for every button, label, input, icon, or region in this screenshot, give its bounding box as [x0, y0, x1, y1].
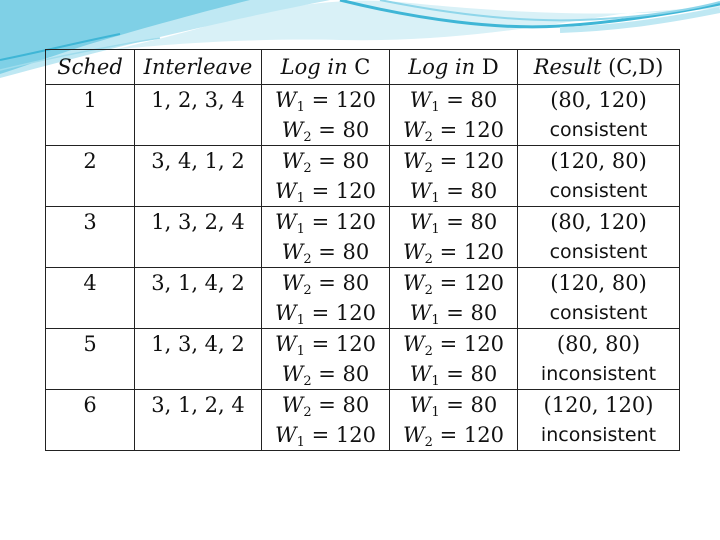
interleave-cell [135, 146, 262, 207]
write-var: W [275, 332, 297, 356]
write-index: 1 [296, 313, 305, 328]
header-result: Result (C,D) [518, 50, 680, 85]
log-entry: $W_1 = 80$ [409, 88, 498, 115]
sched-number: 3 [83, 210, 97, 234]
schedule-table [45, 49, 680, 451]
interleave-order: 3, 4, 1, 2 [151, 149, 245, 173]
log-entry: $W_1 = 120$ [275, 210, 376, 237]
write-value: 120 [463, 332, 504, 356]
result-status: inconsistent [540, 363, 657, 385]
write-index: 1 [296, 344, 305, 359]
write-value: 120 [335, 210, 376, 234]
write-value: 80 [342, 362, 370, 386]
write-index: 2 [424, 283, 433, 298]
write-var: W [281, 271, 304, 295]
log-c-cell [262, 268, 390, 329]
log-c-cell [262, 207, 390, 268]
log-entry: $W_1 = 120$ [275, 301, 376, 328]
write-value: 80 [342, 393, 370, 417]
log-entry: $W_1 = 120$ [275, 88, 376, 115]
log-d-cell [390, 268, 518, 329]
write-value: 80 [342, 271, 370, 295]
write-var: W [409, 179, 432, 203]
write-value: 80 [470, 88, 498, 112]
result-status: consistent [549, 119, 648, 141]
write-index: 1 [431, 313, 440, 328]
write-value: 120 [463, 149, 504, 173]
write-var: W [281, 362, 304, 386]
log-entry: $W_1 = 80$ [409, 179, 498, 206]
write-var: W [281, 240, 304, 264]
write-index: 1 [431, 222, 440, 237]
result-cell [518, 268, 680, 329]
write-var: W [409, 88, 432, 112]
interleave-cell [135, 85, 262, 146]
write-value: 120 [335, 301, 376, 325]
interleave-order: 3, 1, 4, 2 [151, 271, 245, 295]
write-var: W [275, 301, 297, 325]
write-var: W [409, 393, 432, 417]
result-cell [518, 146, 680, 207]
sched-number: 6 [83, 393, 97, 417]
interleave-order: 1, 2, 3, 4 [151, 88, 245, 112]
write-var: W [275, 179, 297, 203]
write-var: W [409, 301, 432, 325]
write-index: 2 [424, 252, 433, 267]
sched-number: 4 [83, 271, 97, 295]
header-interleave: Interleave [135, 50, 262, 85]
log-entry: $W_2 = 80$ [281, 393, 370, 420]
log-entry: $W_2 = 80$ [281, 240, 370, 267]
write-value: 120 [335, 179, 376, 203]
write-value: 120 [463, 271, 504, 295]
result-pair: (80, 120) [550, 88, 647, 112]
log-d-cell [390, 329, 518, 390]
write-value: 80 [470, 210, 498, 234]
write-value: 80 [470, 393, 498, 417]
write-value: 120 [463, 423, 504, 447]
log-entry: $W_1 = 80$ [409, 362, 498, 389]
write-var: W [275, 423, 297, 447]
write-value: 80 [470, 362, 498, 386]
header-sched: Sched [46, 50, 135, 85]
write-index: 2 [303, 252, 312, 267]
write-index: 2 [424, 435, 433, 450]
header-log-c: Log in C [262, 50, 390, 85]
log-entry: $W_2 = 80$ [281, 118, 370, 145]
write-var: W [403, 423, 425, 447]
log-entry: $W_2 = 120$ [403, 240, 504, 267]
table-row [46, 390, 680, 451]
write-var: W [275, 88, 297, 112]
write-index: 1 [431, 405, 440, 420]
write-value: 80 [342, 240, 370, 264]
log-entry: $W_1 = 120$ [275, 423, 376, 450]
write-index: 1 [431, 191, 440, 206]
table-row [46, 85, 680, 146]
log-entry: $W_2 = 120$ [403, 118, 504, 145]
write-var: W [403, 118, 425, 142]
write-index: 1 [431, 100, 440, 115]
sched-cell [46, 85, 135, 146]
interleave-cell [135, 268, 262, 329]
write-value: 120 [335, 332, 376, 356]
write-var: W [281, 149, 304, 173]
write-value: 120 [335, 423, 376, 447]
log-d-cell [390, 146, 518, 207]
log-entry: $W_2 = 120$ [403, 423, 504, 450]
write-value: 120 [335, 88, 376, 112]
result-cell [518, 85, 680, 146]
write-value: 80 [470, 301, 498, 325]
result-status: inconsistent [540, 424, 657, 446]
write-index: 2 [424, 130, 433, 145]
log-entry: $W_1 = 120$ [275, 332, 376, 359]
log-d-cell [390, 207, 518, 268]
result-pair: (120, 120) [543, 393, 654, 417]
interleave-cell [135, 207, 262, 268]
write-index: 2 [424, 344, 433, 359]
log-entry: $W_2 = 80$ [281, 362, 370, 389]
interleave-cell [135, 390, 262, 451]
header-log-d: Log in D [390, 50, 518, 85]
log-entry: $W_2 = 120$ [403, 149, 504, 176]
write-index: 2 [303, 130, 312, 145]
log-entry: $W_2 = 120$ [403, 332, 504, 359]
sched-number: 2 [83, 149, 97, 173]
result-status: consistent [549, 241, 648, 263]
interleave-order: 3, 1, 2, 4 [151, 393, 245, 417]
result-pair: (80, 80) [556, 332, 641, 356]
write-index: 2 [303, 161, 312, 176]
log-entry: $W_1 = 80$ [409, 301, 498, 328]
write-index: 1 [296, 222, 305, 237]
write-var: W [281, 118, 304, 142]
log-entry: $W_1 = 80$ [409, 393, 498, 420]
log-c-cell [262, 146, 390, 207]
log-d-cell [390, 85, 518, 146]
write-var: W [403, 240, 425, 264]
log-c-cell [262, 85, 390, 146]
write-var: W [275, 210, 297, 234]
write-index: 2 [303, 283, 312, 298]
sched-cell [46, 390, 135, 451]
write-value: 120 [463, 118, 504, 142]
write-value: 80 [342, 149, 370, 173]
interleave-cell [135, 329, 262, 390]
sched-number: 5 [83, 332, 97, 356]
write-index: 2 [424, 161, 433, 176]
result-cell [518, 329, 680, 390]
write-var: W [403, 332, 425, 356]
log-entry: $W_2 = 80$ [281, 271, 370, 298]
write-var: W [403, 271, 425, 295]
result-pair: (80, 120) [550, 210, 647, 234]
log-d-cell [390, 390, 518, 451]
write-index: 1 [296, 191, 305, 206]
write-var: W [403, 149, 425, 173]
write-var: W [409, 210, 432, 234]
write-index: 1 [296, 435, 305, 450]
log-entry: $W_1 = 120$ [275, 179, 376, 206]
write-index: 1 [431, 374, 440, 389]
log-c-cell [262, 390, 390, 451]
write-var: W [409, 362, 432, 386]
sched-cell [46, 146, 135, 207]
result-pair: (120, 80) [550, 271, 647, 295]
log-c-cell [262, 329, 390, 390]
sched-cell [46, 329, 135, 390]
table-row [46, 329, 680, 390]
write-index: 2 [303, 374, 312, 389]
table-row [46, 268, 680, 329]
interleave-order: 1, 3, 2, 4 [151, 210, 245, 234]
table-header-row [46, 50, 680, 85]
log-entry: $W_2 = 120$ [403, 271, 504, 298]
table-row [46, 207, 680, 268]
sched-number: 1 [83, 88, 97, 112]
write-index: 1 [296, 100, 305, 115]
write-index: 2 [303, 405, 312, 420]
write-var: W [281, 393, 304, 417]
result-cell [518, 207, 680, 268]
sched-cell [46, 268, 135, 329]
sched-cell [46, 207, 135, 268]
write-value: 120 [463, 240, 504, 264]
write-value: 80 [342, 118, 370, 142]
write-value: 80 [470, 179, 498, 203]
result-status: consistent [549, 302, 648, 324]
interleave-order: 1, 3, 4, 2 [151, 332, 245, 356]
result-status: consistent [549, 180, 648, 202]
result-pair: (120, 80) [550, 149, 647, 173]
table-row [46, 146, 680, 207]
log-entry: $W_1 = 80$ [409, 210, 498, 237]
log-entry: $W_2 = 80$ [281, 149, 370, 176]
result-cell [518, 390, 680, 451]
